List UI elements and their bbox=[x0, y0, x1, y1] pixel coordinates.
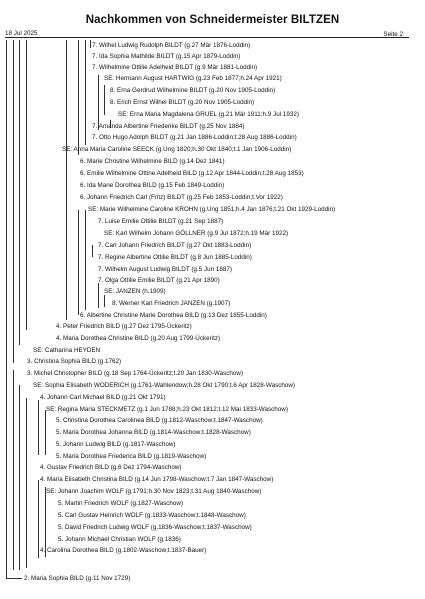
descendant-entry: 4. Maria Elisabeth Christina BILD (g.14 Jun 1798-Waschow;t.7 Jan 1847-Waschow) bbox=[40, 476, 274, 483]
tree-line bbox=[85, 210, 86, 310]
descendant-entry: 8. Werner Karl Friedrich JANZEN (g.1907) bbox=[112, 300, 231, 307]
tree-line bbox=[6, 40, 7, 578]
spouse-entry: SE: Johann Joachim WOLF (g.1791;h.30 Nov 1823;t.31 Aug 1840-Waschow) bbox=[46, 488, 262, 495]
tree-line bbox=[13, 370, 14, 570]
descendant-entry: 3. Christina Sophia BILD (g.1762) bbox=[27, 358, 122, 365]
page-number: Seite 2 bbox=[383, 31, 403, 38]
tree-line bbox=[78, 210, 79, 315]
spouse-entry: SE: Karl Wilhelm Johann GÖLLNER (g.9 Jul 1872;h.19 Mär 1922) bbox=[104, 230, 289, 237]
tree-line bbox=[104, 85, 105, 115]
print-date: 18 Jul 2025 bbox=[5, 30, 38, 37]
descendant-entry: 4. Maria Dorothea Christine BILD (g.20 Aug 1799-Ückeritz) bbox=[56, 335, 221, 342]
spouse-entry: SE: Sophia Elisabeth WODERICH (g.1761-Wahlendow;h.28 Okt 1790;t.6 Apr 1828-Waschow) bbox=[33, 382, 296, 389]
descendant-entry: 4. Peter Friedrich BILD (g.27 Dez 1795-Ückeritz) bbox=[56, 323, 192, 330]
descendant-entry: 6. Johann Friedrich Carl (Fritz) BILDT (g.25 Feb 1853-Loddin;t.Vor 1922) bbox=[80, 194, 283, 201]
descendant-entry: 7. Wilhelm August Ludwig BILDT (g.5 Jun 1887) bbox=[98, 266, 232, 273]
descendant-entry: 8. Erich Ernst Wilhel BILDT (g.20 Nov 1905-Loddin) bbox=[110, 99, 255, 106]
descendant-entry: 7. Carl Johann Friedrich BILDT (g.27 Okt 1883-Loddin) bbox=[98, 242, 252, 249]
descendant-entry: 5. Johann Michael Christian WOLF (g.1836) bbox=[58, 536, 181, 543]
descendant-entry: 3. Michel Christopher BILD (g.18 Sep 1764-Ückeritz;t.20 Jan 1830-Waschow) bbox=[27, 370, 244, 377]
tree-line bbox=[38, 480, 39, 558]
descendant-entry: 7. Ida Sophia Mathilde BILDT (g.15 Apr 1879-Loddin) bbox=[92, 53, 241, 60]
descendant-entry: 5. Johann Ludwig BILD (g.1817-Waschow) bbox=[56, 441, 176, 448]
descendant-entry: 7. Wilhel Ludwig Rudolph BILDT (g.27 Mär 1876-Loddin) bbox=[92, 42, 251, 49]
descendant-entry: 6. Emilie Wilhelmine Ottine Adelheid BILD (g.12 Apr 1844-Loddin;t.28 Aug 1853) bbox=[80, 170, 304, 177]
descendant-entry: 4. Johann Carl Michael BILD (g.21 Okt 1791) bbox=[40, 394, 166, 401]
descendant-entry: 5. Maria Dorothea Johanna BILD (g.1814-Waschow;t.1828-Waschow) bbox=[56, 429, 251, 436]
tree-line bbox=[66, 40, 67, 320]
spouse-entry: SE: Regina Maria STECKMETZ (g.1 Jun 1788;h.23 Okt 1812;t.12 Mai 1833-Waschow) bbox=[46, 406, 288, 413]
descendant-entry: 6. Ida Marie Dorothea BILD (g.15 Feb 1849-Loddin) bbox=[80, 182, 225, 189]
descendant-entry: 8. Erna Gerdrud Wilhelmine BILDT (g.20 Nov 1905-Loddin) bbox=[110, 87, 276, 94]
descendant-entry: 7. Amanda Albertine Friederike BILDT (g.25 Nov 1884) bbox=[92, 123, 245, 130]
tree-line bbox=[92, 245, 93, 257]
spouse-entry: SE: Erna Maria Magdalena GRUEL (g.21 Mär 1911;h.9 Jul 1932) bbox=[118, 111, 299, 118]
descendant-entry: 4. Gustav Friedrich BILD (g.6 Dez 1794-Waschow) bbox=[40, 464, 182, 471]
page-title: Nachkommen von Schneidermeister BILTZEN bbox=[85, 14, 340, 26]
tree-line bbox=[85, 40, 86, 145]
tree-line bbox=[98, 283, 99, 308]
descendant-entry: 7. Olga Ottilie Emilie BILDT (g.21 Apr 1890) bbox=[98, 277, 220, 284]
tree-line bbox=[38, 400, 39, 455]
descendant-entry: 5. Christina Dorothea Carolinea BILD (g.1812-Waschow;t.1847-Waschow) bbox=[56, 417, 263, 424]
spouse-entry: SE: Hermann August HARTWIG (g.23 Feb 1877;h.24 Apr 1921) bbox=[104, 75, 282, 82]
spouse-entry: SE: Anna Maria Caroline SEECK (g.Ung 1820;h.30 Okt 1840;t.1 Jan 1906-Loddin) bbox=[62, 146, 292, 153]
descendant-entry: 7. Otto Hugo Adolph BILDT (g.21 Jan 1886-Loddin;t.28 Aug 1886-Loddin) bbox=[92, 134, 297, 141]
header-divider bbox=[5, 37, 409, 38]
tree-line bbox=[6, 578, 22, 579]
descendant-entry: 5. Maria Dorothea Friederica BILD (g.1819-Waschow) bbox=[56, 453, 207, 460]
tree-line bbox=[78, 40, 79, 155]
tree-line bbox=[19, 385, 20, 570]
descendant-entry: 5. David Friedrich Ludwig WOLF (g.1836-Waschow;t.1837-Waschow) bbox=[58, 524, 252, 531]
tree-line bbox=[26, 40, 27, 330]
tree-line bbox=[13, 40, 14, 363]
tree-line bbox=[19, 40, 20, 345]
descendant-entry: 7. Regine Albertine Ottilie BILDT (g.8 Jun 1885-Loddin) bbox=[98, 254, 252, 261]
tree-line bbox=[90, 40, 91, 48]
descendant-entry: 2. Maria Sophia BILD (g.11 Nov 1729) bbox=[24, 575, 131, 582]
spouse-entry: SE: JANZEN (h.1909) bbox=[104, 288, 166, 295]
descendant-entry: 5. Martin Friedrich WOLF (g.1827-Waschow) bbox=[58, 500, 184, 507]
descendant-entry: 6. Marie Christine Wilhelmine BILD (g.14 Dez 1841) bbox=[80, 158, 225, 165]
descendant-entry: 6. Albertine Christine Marie Dorothea BILD (g.13 Dez 1855-Loddin) bbox=[80, 312, 267, 319]
descendant-entry: 5. Carl Gustav Heinrich WOLF (g.1833-Waschow;t.1848-Waschow) bbox=[58, 512, 246, 519]
tree-line bbox=[45, 410, 46, 455]
descendant-entry: 4. Carolina Dorothea BILD (g.1802-Waschow;t.1837-Bauer) bbox=[40, 547, 207, 554]
descendant-entry: 7. Luise Emilie Ottilie BILDT (g.21 Sep 1887) bbox=[98, 218, 224, 225]
descendant-entry: 7. Wilhelmine Ottilie Adelheid BILDT (g.9 Mär 1881-Loddin) bbox=[92, 64, 258, 71]
spouse-entry: SE: Marie Wilhelmine Caroline KROHN (g.Ung 1851;h.4 Jan 1876;t.21 Okt 1929-Loddin) bbox=[88, 206, 336, 213]
tree-line bbox=[104, 295, 105, 307]
tree-line bbox=[26, 398, 27, 568]
spouse-entry: SE: Catharina HEYDEN bbox=[33, 347, 101, 354]
